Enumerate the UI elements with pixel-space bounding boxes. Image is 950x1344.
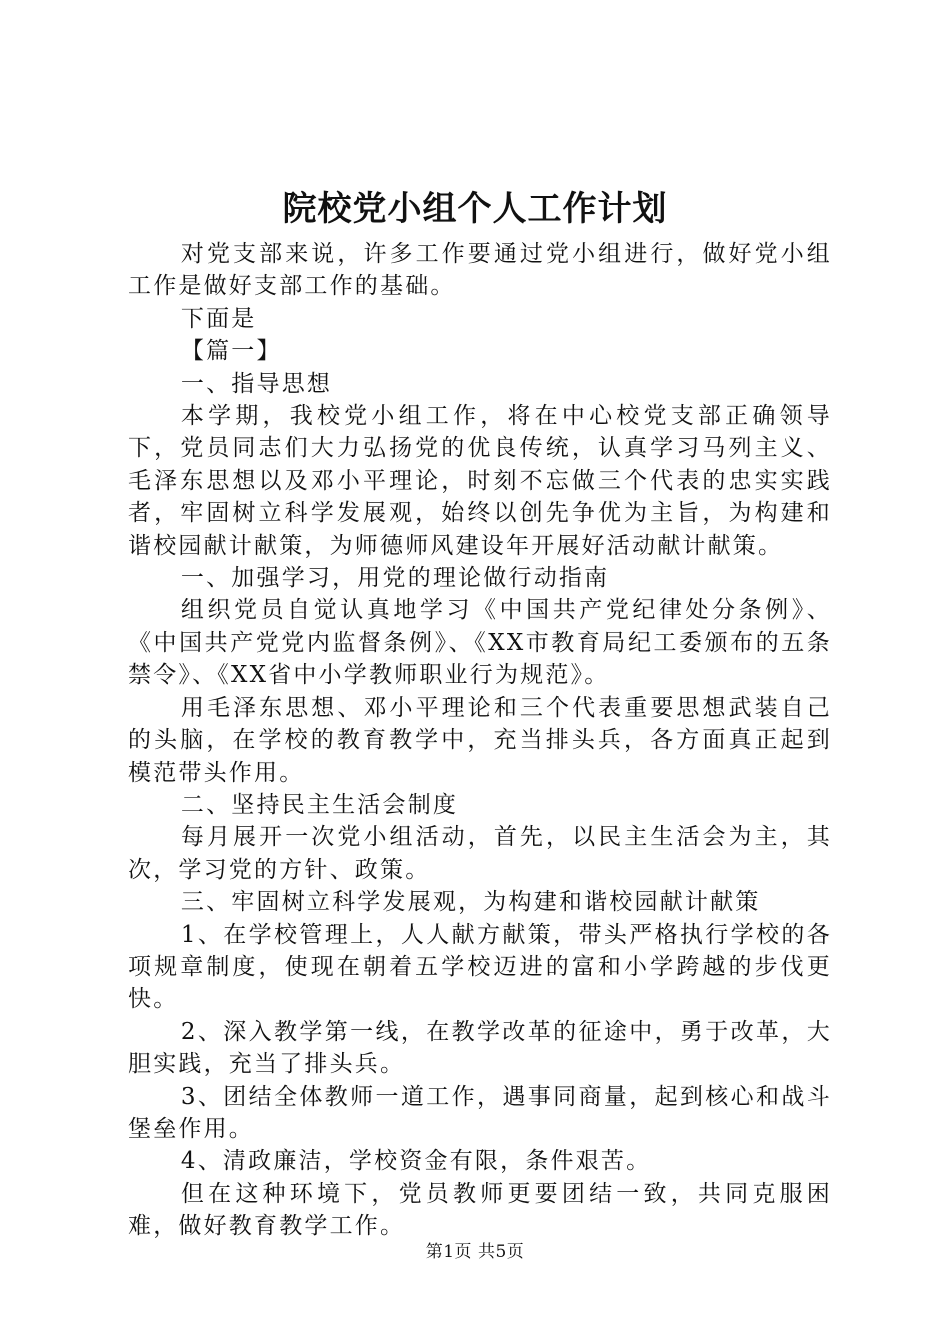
paragraph: 下面是 (180, 305, 257, 332)
list-item: 3、团结全体教师一道工作，遇事同商量，起到核心和战斗堡垒作用。 (128, 1083, 832, 1142)
list-item: 4、清政廉洁，学校资金有限，条件艰苦。 (180, 1148, 652, 1175)
document-title: 院校党小组个人工作计划 (282, 189, 668, 229)
section-heading: 一、指导思想 (180, 370, 333, 397)
section-label: 【篇一】 (180, 338, 282, 365)
paragraph: 用毛泽东思想、邓小平理论和三个代表重要思想武装自己的头脑，在学校的教育教学中，充当排头兵，各方面真正起到模范带头作用。 (128, 694, 832, 786)
list-item: 1、在学校管理上，人人献方献策，带头严格执行学校的各项规章制度，使现在朝着五学校迈进的富和小学跨越的步伐更快。 (128, 921, 832, 1013)
section-heading: 二、坚持民主生活会制度 (180, 791, 459, 818)
list-item: 2、深入教学第一线，在教学改革的征途中，勇于改革，大胆实践，充当了排头兵。 (128, 1018, 832, 1078)
paragraph: 对党支部来说，许多工作要通过党小组进行，做好党小组工作是做好支部工作的基础。 (128, 241, 832, 300)
page-number-footer: 第1页 共5页 (425, 1242, 525, 1262)
paragraph: 每月展开一次党小组活动，首先，以民主生活会为主，其次，学习党的方针、政策。 (128, 824, 832, 883)
paragraph: 组织党员自觉认真地学习《中国共产党纪律处分条例》、《中国共产党党内监督条例》、《XX市教育局纪工委颁布的五条禁令》、《XX省中小学教师职业行为规范》。 (128, 597, 832, 689)
section-heading: 一、加强学习，用党的理论做行动指南 (180, 565, 610, 592)
paragraph: 本学期，我校党小组工作，将在中心校党支部正确领导下，党员同志们大力弘扬党的优良传统，认真学习马列主义、毛泽东思想以及邓小平理论，时刻不忘做三个代表的忠实实践者，牢固树立科学发展观，始终以创先争优为主旨，为构建和谐校园献计献策，为师德师风建设年开展好活动献计献策。 (128, 403, 832, 559)
document-body (128, 238, 832, 1243)
section-heading: 三、牢固树立科学发展观，为构建和谐校园献计献策 (180, 889, 761, 916)
paragraph: 但在这种环境下，党员教师更要团结一致，共同克服困难，做好教育教学工作。 (128, 1180, 832, 1240)
